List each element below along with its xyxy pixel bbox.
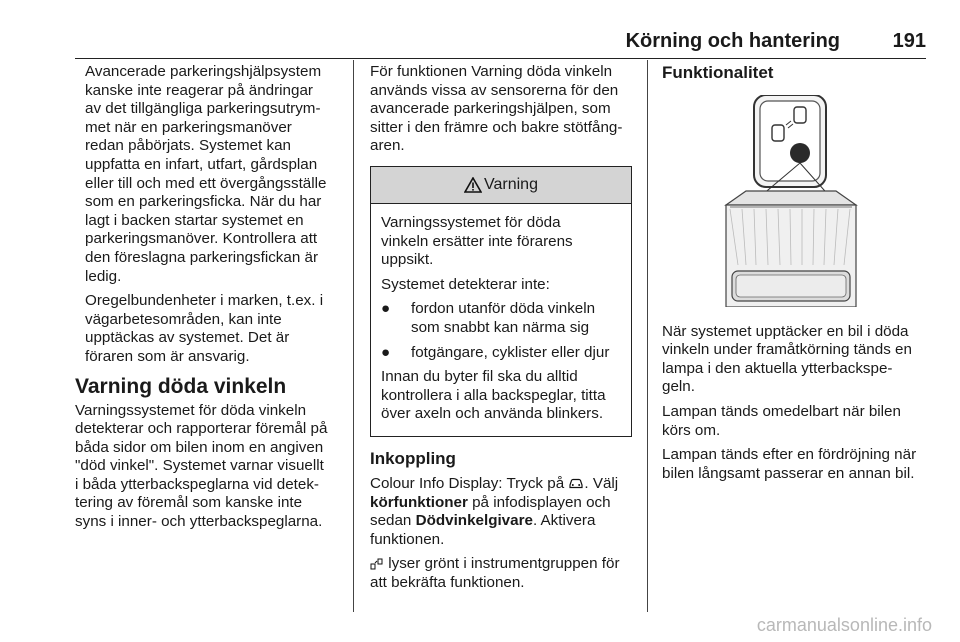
car-settings-icon [568, 476, 584, 490]
paragraph-lamp-immediate: Lampan tänds omedelbart när bilen körs om. [662, 402, 901, 439]
warning-header [371, 167, 631, 204]
warning-paragraph-3: Innan du byter fil ska du alltid kontrollera i alla backspeglar, titta över axeln och använda blinkers. [381, 368, 606, 423]
paragraph-lamp-delay: Lampan tänds efter en fördröjning när bilen långsamt passerar en annan bil. [662, 446, 917, 482]
column-divider-1 [353, 60, 354, 612]
warning-title: Varning [484, 175, 538, 193]
warning-body [371, 204, 631, 436]
paragraph-sensors: För funktionen Varning döda vinkeln används vissa av sensorerna för den avancerade parkeringshjälpen, som sitter i den främre och bakre stötfång- aren. [370, 63, 623, 155]
warning-paragraph-1: Varningssystemet för döda vinkeln ersätter inte förarens uppsikt. [381, 213, 573, 269]
paragraph-activation: Colour Info Display: Tryck på . Välj körfunktioner på infodisplayen och sedan Dödvinkelgivare. Aktivera funktionen. [370, 474, 619, 548]
bullet-marker: ● [381, 343, 391, 361]
warning-triangle-icon [464, 177, 482, 193]
section-heading: Varning döda vinkeln [75, 374, 287, 398]
watermark: carmanualsonline.info [756, 615, 932, 635]
mirror-illustration [716, 95, 930, 313]
warning-box [370, 166, 632, 437]
header-rule [75, 58, 926, 59]
paragraph-parking-1: Avancerade parkeringshjälpsystem kanske inte reagerar på ändringar av det tillgängliga parkeringsutrym- met när en parkeringsmanöver redan påbörjats. Systemet kan uppfatta en infart, utfart, gårdsplan eller till och med ett övergångsställe som en parkeringsficka. När du har lagt i backen startar systemet en parkeringsmanöver. Kontrollera att den föreslagna parkeringsfickan är ledig. [85, 63, 327, 285]
paragraph-confirmation: lyser grönt i instrumentgruppen för att bekräfta funktionen. [370, 555, 620, 591]
paragraph-blind-spot-intro: Varningssystemet för döda vinkeln detekterar och rapporterar föremål på båda sidor om bilen inom en angiven "död vinkel". Systemet varnar visuellt i båda ytterbackspeglarna vid detek- tering av föremål som kanske inte syns i inner- och ytterbackspeglarna. [75, 401, 328, 531]
paragraph-lamp-on: När systemet upptäcker en bil i döda vinkeln under framåtkörning tänds en lampa i den aktuella ytterbackspe- geln. [662, 322, 912, 396]
side-mirror-illustration [716, 95, 866, 307]
blind-spot-indicator-icon [370, 558, 384, 570]
warning-bullet-1: ● fordon utanför döda vinkeln som snabbt kan närma sig [381, 300, 596, 336]
subheading-activation: Inkoppling [370, 448, 456, 468]
column-1 [75, 63, 345, 538]
page-number: 191 [892, 30, 926, 52]
page-header [75, 30, 926, 56]
bullet-marker: ● [381, 300, 391, 318]
column-3 [662, 63, 930, 489]
chapter-title: Körning och hantering [625, 30, 840, 52]
paragraph-parking-2: Oregelbundenheter i marken, t.ex. i vägarbetesområden, kan inte upptäckas av systemet. Det är föraren som är ansvarig. [85, 292, 324, 365]
column-divider-2 [647, 60, 648, 612]
column-2 [370, 63, 632, 598]
warning-paragraph-2: Systemet detekterar inte: [381, 275, 550, 293]
subheading-functionality: Funktionalitet [662, 63, 774, 82]
warning-bullet-2: ● fotgängare, cyklister eller djur [381, 343, 610, 361]
